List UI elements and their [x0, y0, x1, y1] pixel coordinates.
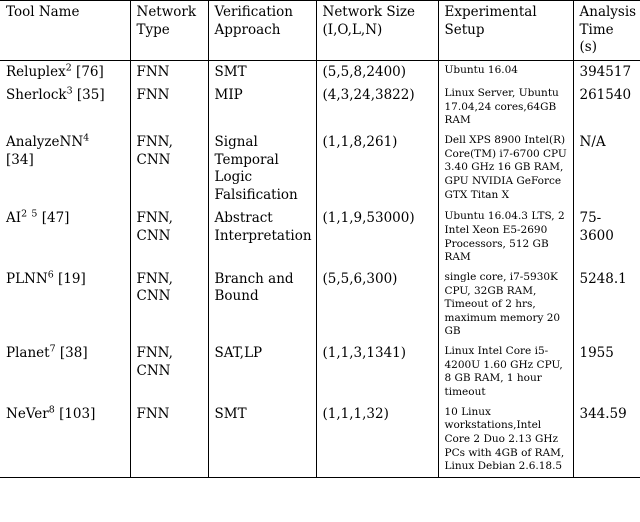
cell-approach: SMT — [208, 60, 316, 84]
table-row — [0, 84, 640, 131]
table-row — [0, 60, 640, 84]
header-network-size: Network Size (I,O,L,N) — [316, 1, 438, 61]
cell-setup: 10 Linux workstations,Intel Core 2 Duo 2.13 GHz PCs with 4GB of RAM, Linux Debian 2.6.18.5 — [438, 403, 573, 478]
tool-reference: [38] — [59, 345, 88, 362]
cell-setup: Dell XPS 8900 Intel(R) Core(TM) i7-6700 CPU 3.40 GHz 16 GB RAM, GPU NVIDIA GeForce GTX Titan X — [438, 131, 573, 207]
tool-superscript: 2 — [21, 208, 28, 220]
tool-footnote: 2 — [65, 62, 72, 74]
cell-analysis-time: N/A — [573, 131, 640, 207]
table-row — [0, 342, 640, 403]
cell-tool-name — [0, 60, 130, 84]
tool-footnote: 3 — [66, 85, 73, 97]
tool-reference: [76] — [76, 63, 104, 80]
cell-approach: Abstract Interpretation — [208, 207, 316, 268]
cell-analysis-time: 75-3600 — [573, 207, 640, 268]
cell-setup: single core, i7-5930K CPU, 32GB RAM, Timeout of 2 hrs, maximum memory 20 GB — [438, 268, 573, 342]
header-analysis-time: Analysis Time (s) — [573, 1, 640, 61]
cell-analysis-time: 394517 — [573, 60, 640, 84]
tool-label: AI — [6, 210, 22, 227]
tool-label: Reluplex — [6, 63, 66, 80]
cell-tool-name — [0, 131, 130, 207]
tool-reference: [34] — [6, 151, 34, 168]
cell-tool-name — [0, 403, 130, 478]
table-row — [0, 131, 640, 207]
table-row — [0, 268, 640, 342]
cell-network-type: FNN, CNN — [130, 207, 208, 268]
cell-analysis-time: 344.59 — [573, 403, 640, 478]
header-network-type: Network Type — [130, 1, 208, 61]
cell-analysis-time: 1955 — [573, 342, 640, 403]
cell-tool-name — [0, 84, 130, 131]
tool-footnote: 5 — [31, 208, 38, 220]
cell-approach: Signal Temporal Logic Falsification — [208, 131, 316, 207]
cell-approach: Branch and Bound — [208, 268, 316, 342]
cell-network-type: FNN, CNN — [130, 131, 208, 207]
cell-approach: SMT — [208, 403, 316, 478]
header-verification-approach: Verification Approach — [208, 1, 316, 61]
header-experimental-setup: Experimental Setup — [438, 1, 573, 61]
table-row — [0, 403, 640, 478]
tool-footnote: 8 — [48, 404, 55, 416]
cell-analysis-time: 261540 — [573, 84, 640, 131]
cell-network-size: (1,1,1,32) — [316, 403, 438, 478]
header-tool-name: Tool Name — [0, 1, 130, 61]
cell-setup: Linux Server, Ubuntu 17.04,24 cores,64GB RAM — [438, 84, 573, 131]
cell-network-type: FNN, CNN — [130, 342, 208, 403]
cell-network-size: (4,3,24,3822) — [316, 84, 438, 131]
tool-footnote: 6 — [47, 269, 54, 281]
tool-label: PLNN — [6, 270, 48, 287]
cell-network-type: FNN — [130, 84, 208, 131]
tool-reference: [103] — [59, 405, 96, 422]
cell-approach: SAT,LP — [208, 342, 316, 403]
cell-network-size: (5,5,6,300) — [316, 268, 438, 342]
tool-reference: [19] — [58, 270, 86, 287]
cell-setup: Ubuntu 16.04.3 LTS, 2 Intel Xeon E5-2690 Processors, 512 GB RAM — [438, 207, 573, 268]
cell-network-size: (1,1,3,1341) — [316, 342, 438, 403]
table-row — [0, 207, 640, 268]
cell-tool-name — [0, 268, 130, 342]
cell-tool-name — [0, 342, 130, 403]
cell-tool-name — [0, 207, 130, 268]
tool-label: NeVer — [6, 405, 49, 422]
tool-label: Sherlock — [6, 87, 67, 104]
cell-approach: MIP — [208, 84, 316, 131]
tool-label: Planet — [6, 345, 50, 362]
tool-footnote: 7 — [49, 343, 56, 355]
cell-network-size: (5,5,8,2400) — [316, 60, 438, 84]
cell-setup: Linux Intel Core i5-4200U 1.60 GHz CPU, 8 GB RAM, 1 hour timeout — [438, 342, 573, 403]
cell-network-size: (1,1,8,261) — [316, 131, 438, 207]
tool-footnote: 4 — [83, 132, 90, 144]
cell-analysis-time: 5248.1 — [573, 268, 640, 342]
tool-reference: [35] — [76, 87, 105, 104]
cell-network-type: FNN — [130, 403, 208, 478]
cell-setup: Ubuntu 16.04 — [438, 60, 573, 84]
tool-reference: [47] — [41, 210, 70, 227]
cell-network-type: FNN — [130, 60, 208, 84]
tool-label: AnalyzeNN — [6, 134, 84, 151]
cell-network-type: FNN, CNN — [130, 268, 208, 342]
cell-network-size: (1,1,9,53000) — [316, 207, 438, 268]
table-header-row — [0, 1, 640, 61]
